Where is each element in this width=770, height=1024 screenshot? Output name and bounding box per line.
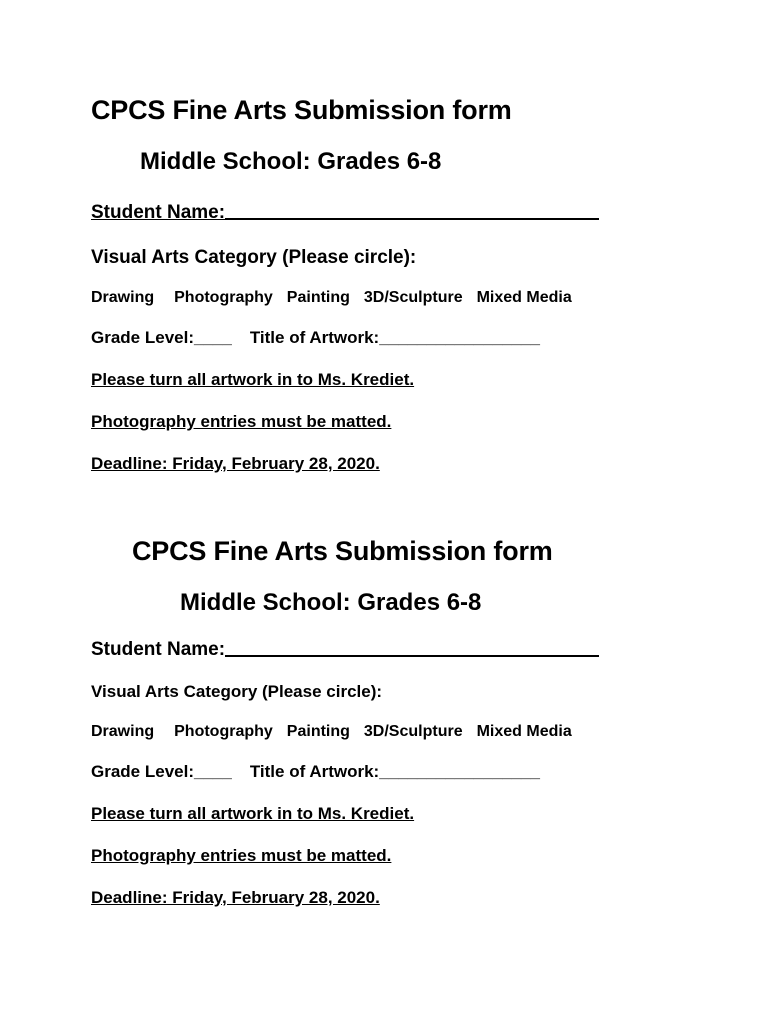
student-name-blank (225, 654, 599, 657)
artwork-title-blank: _________________ (379, 762, 540, 781)
student-name-label: Student Name: (91, 639, 226, 660)
instruction-turn-in: Please turn all artwork in to Ms. Krediet. (91, 804, 415, 823)
category-mixed-media: Mixed Media (476, 289, 572, 306)
category-photography: Photography (174, 289, 273, 306)
category-prompt: Visual Arts Category (Please circle): (91, 682, 383, 701)
category-painting: Painting (286, 723, 350, 740)
student-name-row (91, 640, 599, 659)
student-name-label: Student Name: (91, 202, 226, 223)
category-3d-sculpture: 3D/Sculpture (363, 289, 463, 306)
grade-title-row (91, 329, 540, 346)
form-subtitle: Middle School: Grades 6-8 (180, 589, 482, 616)
grade-title-row (91, 763, 540, 780)
student-name-row (91, 203, 599, 222)
student-name-blank (225, 217, 599, 220)
form-title: CPCS Fine Arts Submission form (91, 95, 512, 125)
deadline: Deadline: Friday, February 28, 2020. (91, 454, 380, 473)
grade-level-label: Grade Level: (91, 762, 194, 781)
category-drawing: Drawing (91, 723, 155, 740)
grade-level-blank: ____ (194, 328, 232, 347)
deadline: Deadline: Friday, February 28, 2020. (91, 888, 380, 907)
category-3d-sculpture: 3D/Sculpture (363, 723, 463, 740)
category-options (91, 724, 572, 740)
form-subtitle: Middle School: Grades 6-8 (140, 148, 442, 175)
grade-level-label: Grade Level: (91, 328, 194, 347)
category-mixed-media: Mixed Media (476, 723, 572, 740)
instruction-matted: Photography entries must be matted. (91, 412, 392, 431)
instruction-matted: Photography entries must be matted. (91, 846, 392, 865)
artwork-title-blank: _________________ (379, 328, 540, 347)
grade-level-blank: ____ (194, 762, 232, 781)
form-title: CPCS Fine Arts Submission form (132, 536, 553, 566)
instruction-turn-in: Please turn all artwork in to Ms. Krediet. (91, 370, 415, 389)
artwork-title-label: Title of Artwork: (249, 762, 380, 781)
artwork-title-label: Title of Artwork: (249, 328, 380, 347)
category-prompt: Visual Arts Category (Please circle): (91, 247, 417, 268)
category-drawing: Drawing (91, 289, 155, 306)
category-photography: Photography (174, 723, 273, 740)
category-painting: Painting (286, 289, 350, 306)
category-options (91, 290, 572, 306)
